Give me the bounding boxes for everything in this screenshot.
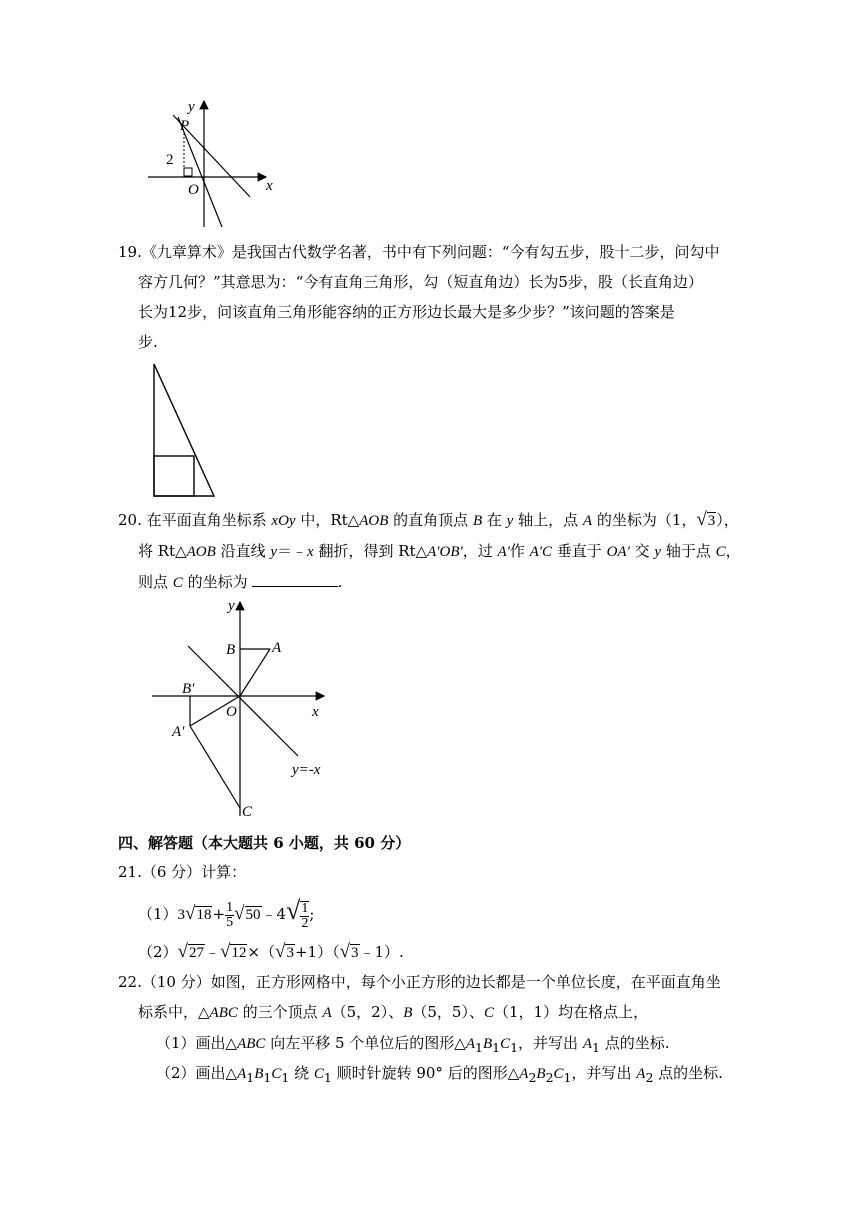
q20-t: 交 <box>629 542 655 560</box>
q22-c: C <box>483 1005 494 1021</box>
q22-part1 <box>156 1033 670 1058</box>
q20-line1 <box>118 510 739 531</box>
q20-t: 在平面直角坐标系 <box>146 511 272 529</box>
q22-a: A <box>582 1036 592 1052</box>
q19-line3: 长为12步，问该直角三角形能容纳的正方形边长最大是多少步？”该问题的答案是 <box>138 303 675 321</box>
q20-t: . <box>337 573 343 591</box>
q21-intro <box>118 862 246 882</box>
fig20-bp-label: B′ <box>182 681 195 697</box>
q22-t: 的三个顶点 <box>237 1003 323 1021</box>
q20-t: 沿直线 <box>215 542 271 560</box>
q22-sub: 1 <box>510 1040 519 1055</box>
q22-a: A <box>519 1066 529 1082</box>
q22-a: A <box>237 1066 247 1082</box>
q20-y: y <box>654 544 662 560</box>
q21-p1-r1: 18 <box>196 907 212 923</box>
q22-b: B <box>536 1066 546 1082</box>
q20-number: 20. <box>118 511 142 529</box>
q22-sub: 2 <box>528 1070 537 1085</box>
q21-p1-fn2: 1 <box>301 900 309 916</box>
q21-p2-minus: ﹣ <box>204 943 220 961</box>
q20-ac: A'C <box>529 544 553 560</box>
q21-intro-text: （6 分）计算： <box>141 863 247 881</box>
q21-p2-r4: 3 <box>351 945 359 961</box>
q20-a: A <box>582 513 593 529</box>
q21-p2-end: ﹣1）. <box>359 943 404 961</box>
q20-t: 作 <box>509 542 530 560</box>
q20-eq-x: x <box>307 544 314 560</box>
q21-part2 <box>138 942 404 963</box>
q22-t: 向左平移 5 个单位后的图形△ <box>265 1034 466 1052</box>
q21-p2-sqrt2: √12 <box>220 941 247 962</box>
q21-p2-r3: 3 <box>286 945 294 961</box>
q22-t: ，并写出 <box>571 1064 637 1082</box>
fig20-x-label: x <box>312 704 319 720</box>
q22-c: C <box>271 1066 282 1082</box>
q21-p2-r2: 12 <box>231 945 247 961</box>
fig18-p-label: P <box>180 118 190 134</box>
q22-sub: 1 <box>323 1070 332 1085</box>
q19-line1 <box>118 242 720 262</box>
q21-p1-minus: ﹣4 <box>261 905 287 923</box>
q22-sub: 1 <box>263 1070 272 1085</box>
q20-t: 轴上，点 <box>513 511 583 529</box>
q20-xoy: xOy <box>271 513 296 529</box>
q21-p2-sqrt1: √27 <box>177 941 204 962</box>
q21-p2-sqrt3: √3 <box>275 941 294 962</box>
q22-t: （1）画出△ <box>156 1034 238 1052</box>
q22-b: B <box>482 1036 493 1052</box>
figure-q19 <box>150 360 220 500</box>
q22-c: C <box>313 1066 324 1082</box>
fig18-two-label: 2 <box>166 152 174 168</box>
q20-t: ）， <box>716 511 739 529</box>
q21-p2-sqrt4: √3 <box>339 941 359 962</box>
q22-a: A <box>465 1036 475 1052</box>
q20-line2 <box>138 541 741 562</box>
q22-number: 22. <box>118 973 142 991</box>
q20-t: ＝﹣ <box>277 542 308 560</box>
q20-t: ， <box>725 542 741 560</box>
q21-part1 <box>138 893 314 929</box>
q22-b: B <box>403 1005 413 1021</box>
q20-t: ，过 <box>462 542 498 560</box>
q22-t: 标系中，△ <box>138 1003 210 1021</box>
q22-sub: 1 <box>281 1070 290 1085</box>
q22-sub: 1 <box>475 1040 483 1055</box>
q20-t: 轴于点 <box>661 542 716 560</box>
q22-abc: ABC <box>209 1005 238 1021</box>
q21-p1-sqrt1: √18 <box>185 903 212 924</box>
fig20-line-label: y=-x <box>292 762 321 778</box>
q22-sub: 2 <box>645 1070 654 1085</box>
q20-t: 垂直于 <box>552 542 607 560</box>
q22-c: C <box>553 1066 564 1082</box>
q20-t: 的直角顶点 <box>388 511 473 529</box>
q20-sqrt: √3 <box>696 509 716 530</box>
q22-t: 绕 <box>289 1064 314 1082</box>
fig18-o-label: O <box>188 182 199 198</box>
q22-line1 <box>118 972 721 992</box>
q19-text1: 《九章算术》是我国古代数学名著，书中有下列问题：“今有勾五步，股十二步，问勾中 <box>141 243 720 261</box>
fig20-b-label: B <box>226 642 236 658</box>
q22-l1: （10 分）如图，正方形网格中，每个小正方形的边长都是一个单位长度，在平面直角坐 <box>141 973 721 991</box>
q20-b: B <box>472 513 483 529</box>
q22-t: （5，2）、 <box>331 1003 404 1021</box>
q20-answer-blank[interactable] <box>252 572 338 587</box>
q20-t: 中，Rt△ <box>295 511 360 529</box>
q21-p1-fn: 1 <box>226 899 234 915</box>
q21-p1-plus: + <box>212 905 226 923</box>
q20-aob2: A'OB' <box>427 544 463 560</box>
q20-t: 在 <box>482 511 507 529</box>
q22-sub: 1 <box>563 1070 572 1085</box>
q22-t: （2）画出△ <box>156 1064 238 1082</box>
q19-number: 19. <box>118 243 142 261</box>
q21-p1-frac1 <box>225 901 234 930</box>
fig20-ap-label: A′ <box>172 724 185 740</box>
q22-sub: 1 <box>246 1070 255 1085</box>
q22-sub: 1 <box>592 1040 600 1055</box>
q21-number: 21. <box>118 863 142 881</box>
q22-part2 <box>156 1063 723 1088</box>
q20-eq-y: y <box>270 544 278 560</box>
q20-t: 的坐标为（1， <box>592 511 697 529</box>
q20-t: 翻折，得到 Rt△ <box>313 542 428 560</box>
q22-line2 <box>138 1002 648 1023</box>
q22-abc: ABC <box>237 1036 266 1052</box>
q20-aob: AOB <box>359 513 389 529</box>
fig20-c-label: C <box>242 804 253 818</box>
q20-sqrt-val: 3 <box>707 513 716 529</box>
q21-p1-end: ; <box>309 905 315 923</box>
q21-p1-sqrt3: √ $\frac{1}{2}$ <box>286 896 309 931</box>
q22-sub: 2 <box>545 1070 554 1085</box>
q20-c: C <box>715 544 726 560</box>
q20-c: C <box>172 575 183 591</box>
q20-oa: OA′ <box>606 544 630 560</box>
q22-b: B <box>254 1066 264 1082</box>
q20-line3 <box>138 572 342 593</box>
q20-t: 则点 <box>138 573 173 591</box>
fig18-y-label: y <box>188 99 195 115</box>
q21-p2-r1: 27 <box>188 945 204 961</box>
q20-aob: AOB <box>186 544 216 560</box>
q19-line2: 容方几何？”其意思为：“今有直角三角形，勾（短直角边）长为5步，股（长直角边） <box>138 273 703 291</box>
fig20-o-label: O <box>226 704 237 720</box>
q21-p1-c1: 3 <box>177 907 186 923</box>
q22-t: （5，5）、 <box>412 1003 484 1021</box>
q21-p2-times: ×（ <box>247 943 276 961</box>
fig20-y-label: y <box>228 598 235 614</box>
q20-t: 将 Rt△ <box>138 542 187 560</box>
q21-p1-fd2: 2 <box>301 915 309 931</box>
section4-title: 四、解答题（本大题共 6 小题，共 60 分） <box>118 834 411 852</box>
figure-q20 <box>148 596 348 818</box>
q21-p1-sqrt2: √50 <box>234 903 261 924</box>
q21-p1-r2: 50 <box>245 907 261 923</box>
q21-p2-label: （2） <box>138 943 178 961</box>
q22-sub: 1 <box>492 1040 501 1055</box>
q22-t: ，并写出 <box>518 1034 583 1052</box>
q19-line4: 步. <box>138 333 158 351</box>
q20-y: y <box>506 513 514 529</box>
q22-t: 点的坐标. <box>599 1034 670 1052</box>
q22-t: 点的坐标. <box>653 1064 723 1082</box>
q22-a: A <box>636 1066 646 1082</box>
q22-t: 顺时针旋转 90° 后的图形△ <box>331 1064 520 1082</box>
q21-p1-fd: 5 <box>226 914 234 930</box>
q20-t: 的坐标为 <box>182 573 248 591</box>
fig20-a-label: A <box>272 640 282 656</box>
q21-p1-label: （1） <box>138 905 178 923</box>
q22-a: A <box>322 1005 332 1021</box>
q20-ap: A' <box>497 544 510 560</box>
figure-q18 <box>140 95 290 235</box>
q21-p2-plus1: +1）（ <box>294 943 340 961</box>
fig18-x-label: x <box>266 178 273 194</box>
q22-c: C <box>500 1036 511 1052</box>
q22-t: （1，1）均在格点上， <box>493 1003 649 1021</box>
